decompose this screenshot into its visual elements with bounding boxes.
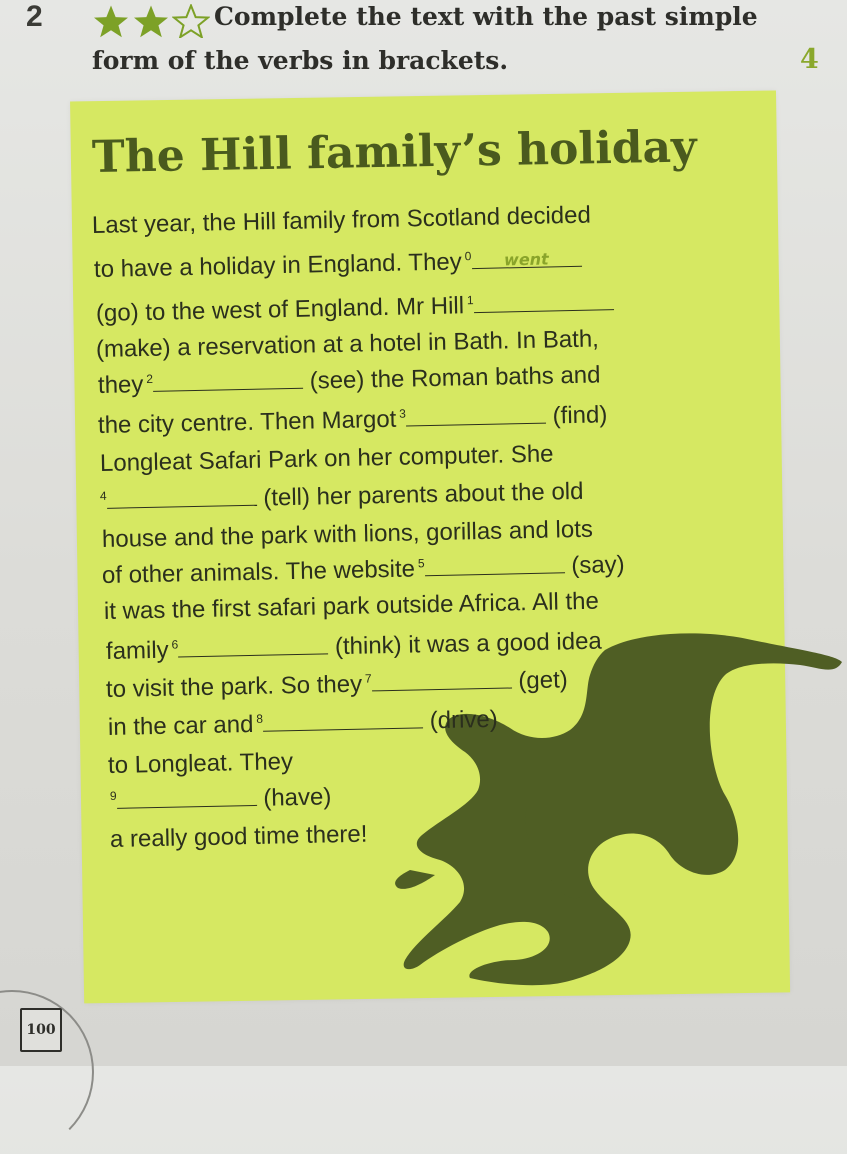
- instruction-line-1: Complete the text with the past simple: [214, 2, 758, 31]
- gap-number: 1: [466, 293, 474, 308]
- story-line: [106, 628, 602, 666]
- instruction-line-2: form of the verbs in brackets.: [92, 46, 509, 75]
- line-text: a really good time there!: [109, 820, 368, 853]
- story-line: [110, 821, 368, 854]
- story-line: [100, 478, 584, 516]
- answer-blank[interactable]: [424, 552, 564, 576]
- answer-blank[interactable]: [116, 785, 256, 809]
- story-line: [100, 441, 554, 478]
- answer-blank[interactable]: [371, 668, 511, 692]
- answer-blank[interactable]: [178, 633, 328, 657]
- line-text: they: [97, 371, 144, 399]
- gap-number: 6: [171, 637, 179, 652]
- story-line: [98, 401, 608, 440]
- gap-number: 2: [146, 371, 154, 386]
- answer-blank[interactable]: [153, 368, 303, 392]
- page-number: 100: [20, 1008, 62, 1052]
- line-text: (tell) her parents about the old: [263, 477, 584, 512]
- line-text: the city centre. Then Margot: [97, 405, 397, 439]
- line-text: it was the first safari park outside Africa. All the: [103, 587, 600, 625]
- exercise-points: 4: [800, 44, 819, 75]
- gap-number: 0: [464, 249, 472, 264]
- answer-blank[interactable]: [106, 485, 256, 509]
- line-text: (get): [518, 666, 569, 695]
- line-text: Last year, the Hill family from Scotland decided: [91, 201, 592, 239]
- answer-blank[interactable]: [406, 403, 546, 427]
- line-text: (see) the Roman baths and: [309, 361, 601, 395]
- gap-number: 5: [417, 556, 425, 571]
- line-text: to visit the park. So they: [105, 670, 363, 703]
- story-line: [110, 783, 332, 816]
- story-line: [102, 516, 593, 554]
- line-text: to have a holiday in England. They: [93, 248, 463, 283]
- line-text: of other animals. The website: [101, 555, 416, 589]
- line-text: (go) to the west of England. Mr Hill: [95, 292, 465, 327]
- answer-blank[interactable]: [263, 707, 423, 731]
- story-line: [94, 246, 582, 284]
- answer-blank[interactable]: [471, 246, 581, 269]
- article-title: The Hill family’s holiday: [91, 121, 698, 183]
- story-line: [96, 325, 599, 364]
- line-text: to Longleat. They: [107, 748, 294, 779]
- line-text: (say): [571, 551, 625, 580]
- line-text: (find): [552, 401, 608, 430]
- story-line: [92, 202, 591, 240]
- story-line: [106, 666, 568, 704]
- line-text: Longleat Safari Park on her computer. She: [99, 440, 554, 477]
- gap-number: 4: [99, 488, 107, 503]
- gap-number: 9: [109, 788, 117, 803]
- story-line: [108, 748, 294, 780]
- story-line: [98, 361, 601, 400]
- line-text: house and the park with lions, gorillas and lots: [101, 515, 594, 553]
- gap-number: 8: [256, 711, 264, 726]
- gap-number: 3: [399, 406, 407, 421]
- story-line: [96, 289, 614, 328]
- line-text: (make) a reservation at a hotel in Bath. In Bath,: [95, 325, 600, 363]
- example-answer: went: [503, 249, 549, 270]
- line-text: (drive): [429, 705, 498, 735]
- line-text: in the car and: [107, 710, 254, 741]
- story-line: [102, 551, 625, 590]
- line-text: (think) it was a good idea: [334, 627, 603, 661]
- line-text: family: [105, 636, 169, 665]
- exercise-number: 2: [26, 0, 43, 33]
- gap-number: 7: [364, 671, 372, 686]
- story-line: [108, 706, 498, 742]
- story-line: [104, 588, 599, 626]
- answer-blank[interactable]: [473, 289, 613, 313]
- line-text: (have): [263, 783, 332, 812]
